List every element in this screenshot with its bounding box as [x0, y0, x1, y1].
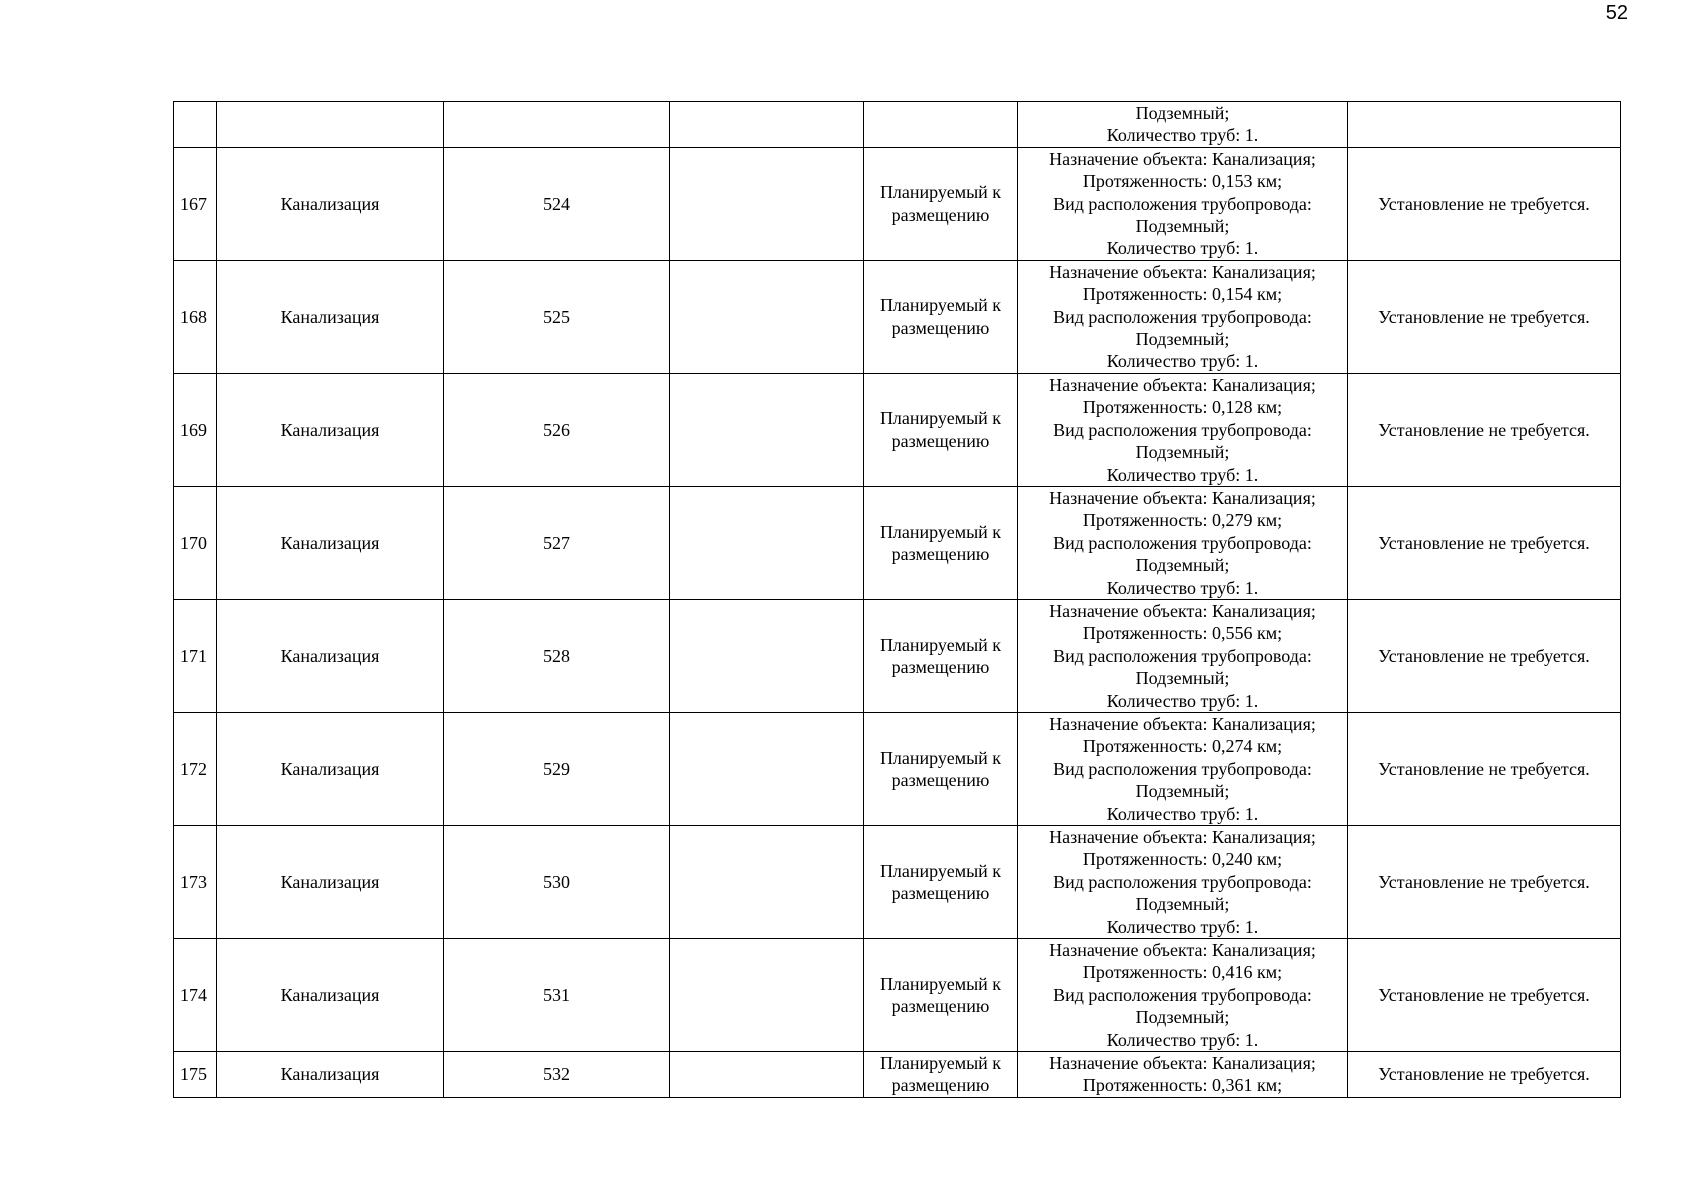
- cell-status: [864, 486, 1018, 599]
- cell-num: 170: [174, 486, 217, 599]
- description-line: Подземный;: [1135, 329, 1230, 350]
- cell-num: 172: [174, 712, 217, 825]
- description-line: Назначение объекта: Канализация;: [1049, 487, 1316, 508]
- status-line: Планируемый к: [879, 634, 1002, 655]
- cell-name: Канализация: [217, 939, 444, 1052]
- table-row: [174, 373, 1621, 486]
- cell-status: [864, 102, 1018, 148]
- cell-code: 526: [444, 373, 670, 486]
- cell-note: Установление не требуется.: [1348, 712, 1621, 825]
- description-line: Подземный;: [1135, 103, 1230, 123]
- description-line: Вид расположения трубопровода:: [1053, 532, 1312, 553]
- cell-name: Канализация: [217, 260, 444, 373]
- description-line: Подземный;: [1135, 781, 1230, 802]
- description-line: Количество труб: 1.: [1106, 238, 1259, 259]
- table-row: [174, 826, 1621, 939]
- status-line: Планируемый к: [879, 860, 1002, 881]
- description-line: Протяженность: 0,154 км;: [1082, 284, 1283, 305]
- cell-code: 527: [444, 486, 670, 599]
- status-line: Планируемый к: [879, 408, 1002, 429]
- description-line: Протяженность: 0,416 км;: [1082, 962, 1283, 983]
- cell-extra: [670, 939, 864, 1052]
- cell-note: Установление не требуется.: [1348, 486, 1621, 599]
- description-line: Вид расположения трубопровода:: [1053, 306, 1312, 327]
- status-line: размещению: [891, 1075, 990, 1096]
- description-line: Количество труб: 1.: [1106, 577, 1259, 598]
- description-line: Протяженность: 0,361 км;: [1082, 1075, 1283, 1096]
- cell-description: [1018, 1052, 1348, 1098]
- description-line: Назначение объекта: Канализация;: [1049, 600, 1316, 621]
- cell-status: [864, 939, 1018, 1052]
- cell-code: 530: [444, 826, 670, 939]
- description-line: Подземный;: [1135, 216, 1230, 237]
- table-row: [174, 712, 1621, 825]
- description-line: Протяженность: 0,240 км;: [1082, 849, 1283, 870]
- description-line: Подземный;: [1135, 442, 1230, 463]
- cell-name: Канализация: [217, 712, 444, 825]
- status-line: Планируемый к: [879, 747, 1002, 768]
- cell-extra: [670, 599, 864, 712]
- cell-status: [864, 147, 1018, 260]
- description-line: Вид расположения трубопровода:: [1053, 758, 1312, 779]
- cell-note: Установление не требуется.: [1348, 373, 1621, 486]
- table-row: [174, 1052, 1621, 1098]
- cell-code: 529: [444, 712, 670, 825]
- cell-num: 171: [174, 599, 217, 712]
- description-line: Назначение объекта: Канализация;: [1049, 374, 1316, 395]
- status-line: Планируемый к: [879, 973, 1002, 994]
- status-line: размещению: [891, 883, 990, 904]
- cell-code: [444, 102, 670, 148]
- cell-name: Канализация: [217, 826, 444, 939]
- cell-num: 168: [174, 260, 217, 373]
- description-line: Назначение объекта: Канализация;: [1049, 827, 1316, 847]
- cell-num: [174, 102, 217, 148]
- cell-status: [864, 1052, 1018, 1098]
- description-line: Назначение объекта: Канализация;: [1049, 713, 1316, 734]
- description-line: Подземный;: [1135, 894, 1230, 915]
- status-line: Планируемый к: [879, 182, 1002, 203]
- cell-note: Установление не требуется.: [1348, 599, 1621, 712]
- cell-description: [1018, 939, 1348, 1052]
- status-line: размещению: [891, 543, 990, 564]
- cell-code: 525: [444, 260, 670, 373]
- table-row: [174, 599, 1621, 712]
- description-line: Подземный;: [1135, 668, 1230, 689]
- description-line: Вид расположения трубопровода:: [1053, 984, 1312, 1005]
- cell-code: 528: [444, 599, 670, 712]
- description-line: Протяженность: 0,153 км;: [1082, 171, 1283, 192]
- cell-description: [1018, 147, 1348, 260]
- cell-name: Канализация: [217, 147, 444, 260]
- cell-name: Канализация: [217, 486, 444, 599]
- cell-name: Канализация: [217, 599, 444, 712]
- cell-extra: [670, 486, 864, 599]
- cell-name: Канализация: [217, 373, 444, 486]
- description-line: Назначение объекта: Канализация;: [1049, 261, 1316, 282]
- cell-note: Установление не требуется.: [1348, 260, 1621, 373]
- description-line: Протяженность: 0,274 км;: [1082, 736, 1283, 757]
- cell-status: [864, 599, 1018, 712]
- cell-status: [864, 373, 1018, 486]
- cell-description: [1018, 260, 1348, 373]
- description-line: Протяженность: 0,128 км;: [1082, 397, 1283, 418]
- description-line: Вид расположения трубопровода:: [1053, 871, 1312, 892]
- description-line: Количество труб: 1.: [1106, 351, 1259, 372]
- status-line: Планируемый к: [879, 1053, 1002, 1074]
- status-line: размещению: [891, 656, 990, 677]
- status-line: Планируемый к: [879, 521, 1002, 542]
- cell-code: 531: [444, 939, 670, 1052]
- description-line: Вид расположения трубопровода:: [1053, 419, 1312, 440]
- table-row-continuation: [174, 102, 1621, 148]
- cell-num: 173: [174, 826, 217, 939]
- status-line: размещению: [891, 430, 990, 451]
- description-line: Назначение объекта: Канализация;: [1049, 940, 1316, 961]
- cell-code: 524: [444, 147, 670, 260]
- description-line: Назначение объекта: Канализация;: [1049, 1053, 1316, 1074]
- description-line: Подземный;: [1135, 1007, 1230, 1028]
- status-line: размещению: [891, 317, 990, 338]
- table-row: [174, 486, 1621, 599]
- description-line: Вид расположения трубопровода:: [1053, 193, 1312, 214]
- page-number: 52: [1605, 2, 1628, 24]
- cell-extra: [670, 1052, 864, 1098]
- description-line: Количество труб: 1.: [1106, 125, 1259, 146]
- cell-status: [864, 826, 1018, 939]
- table-row: [174, 147, 1621, 260]
- description-line: Протяженность: 0,279 км;: [1082, 510, 1283, 531]
- status-line: размещению: [891, 769, 990, 790]
- cell-num: 174: [174, 939, 217, 1052]
- cell-note: Установление не требуется.: [1348, 147, 1621, 260]
- cell-extra: [670, 826, 864, 939]
- description-line: Назначение объекта: Канализация;: [1049, 148, 1316, 169]
- description-line: Количество труб: 1.: [1106, 916, 1259, 937]
- cell-status: [864, 712, 1018, 825]
- cell-name: Канализация: [217, 1052, 444, 1098]
- cell-note: [1348, 102, 1621, 148]
- cell-extra: [670, 373, 864, 486]
- cell-status: [864, 260, 1018, 373]
- status-line: Планируемый к: [879, 295, 1002, 316]
- cell-num: 175: [174, 1052, 217, 1098]
- status-line: размещению: [891, 996, 990, 1017]
- cell-code: 532: [444, 1052, 670, 1098]
- description-line: Подземный;: [1135, 555, 1230, 576]
- cell-note: Установление не требуется.: [1348, 1052, 1621, 1098]
- cell-description: [1018, 373, 1348, 486]
- cell-note: Установление не требуется.: [1348, 826, 1621, 939]
- description-line: Протяженность: 0,556 км;: [1082, 623, 1283, 644]
- objects-table: [173, 101, 1621, 1098]
- cell-extra: [670, 147, 864, 260]
- cell-note: Установление не требуется.: [1348, 939, 1621, 1052]
- cell-description: [1018, 599, 1348, 712]
- cell-description: [1018, 712, 1348, 825]
- description-line: Количество труб: 1.: [1106, 803, 1259, 824]
- cell-name: [217, 102, 444, 148]
- cell-description: [1018, 102, 1348, 148]
- description-line: Количество труб: 1.: [1106, 690, 1259, 711]
- cell-num: 169: [174, 373, 217, 486]
- cell-description: [1018, 826, 1348, 939]
- status-line: размещению: [891, 204, 990, 225]
- cell-extra: [670, 102, 864, 148]
- description-line: Количество труб: 1.: [1106, 464, 1259, 485]
- table-row: [174, 260, 1621, 373]
- cell-num: 167: [174, 147, 217, 260]
- cell-extra: [670, 712, 864, 825]
- cell-extra: [670, 260, 864, 373]
- description-line: Вид расположения трубопровода:: [1053, 645, 1312, 666]
- description-line: Количество труб: 1.: [1106, 1029, 1259, 1050]
- table-row: [174, 939, 1621, 1052]
- cell-description: [1018, 486, 1348, 599]
